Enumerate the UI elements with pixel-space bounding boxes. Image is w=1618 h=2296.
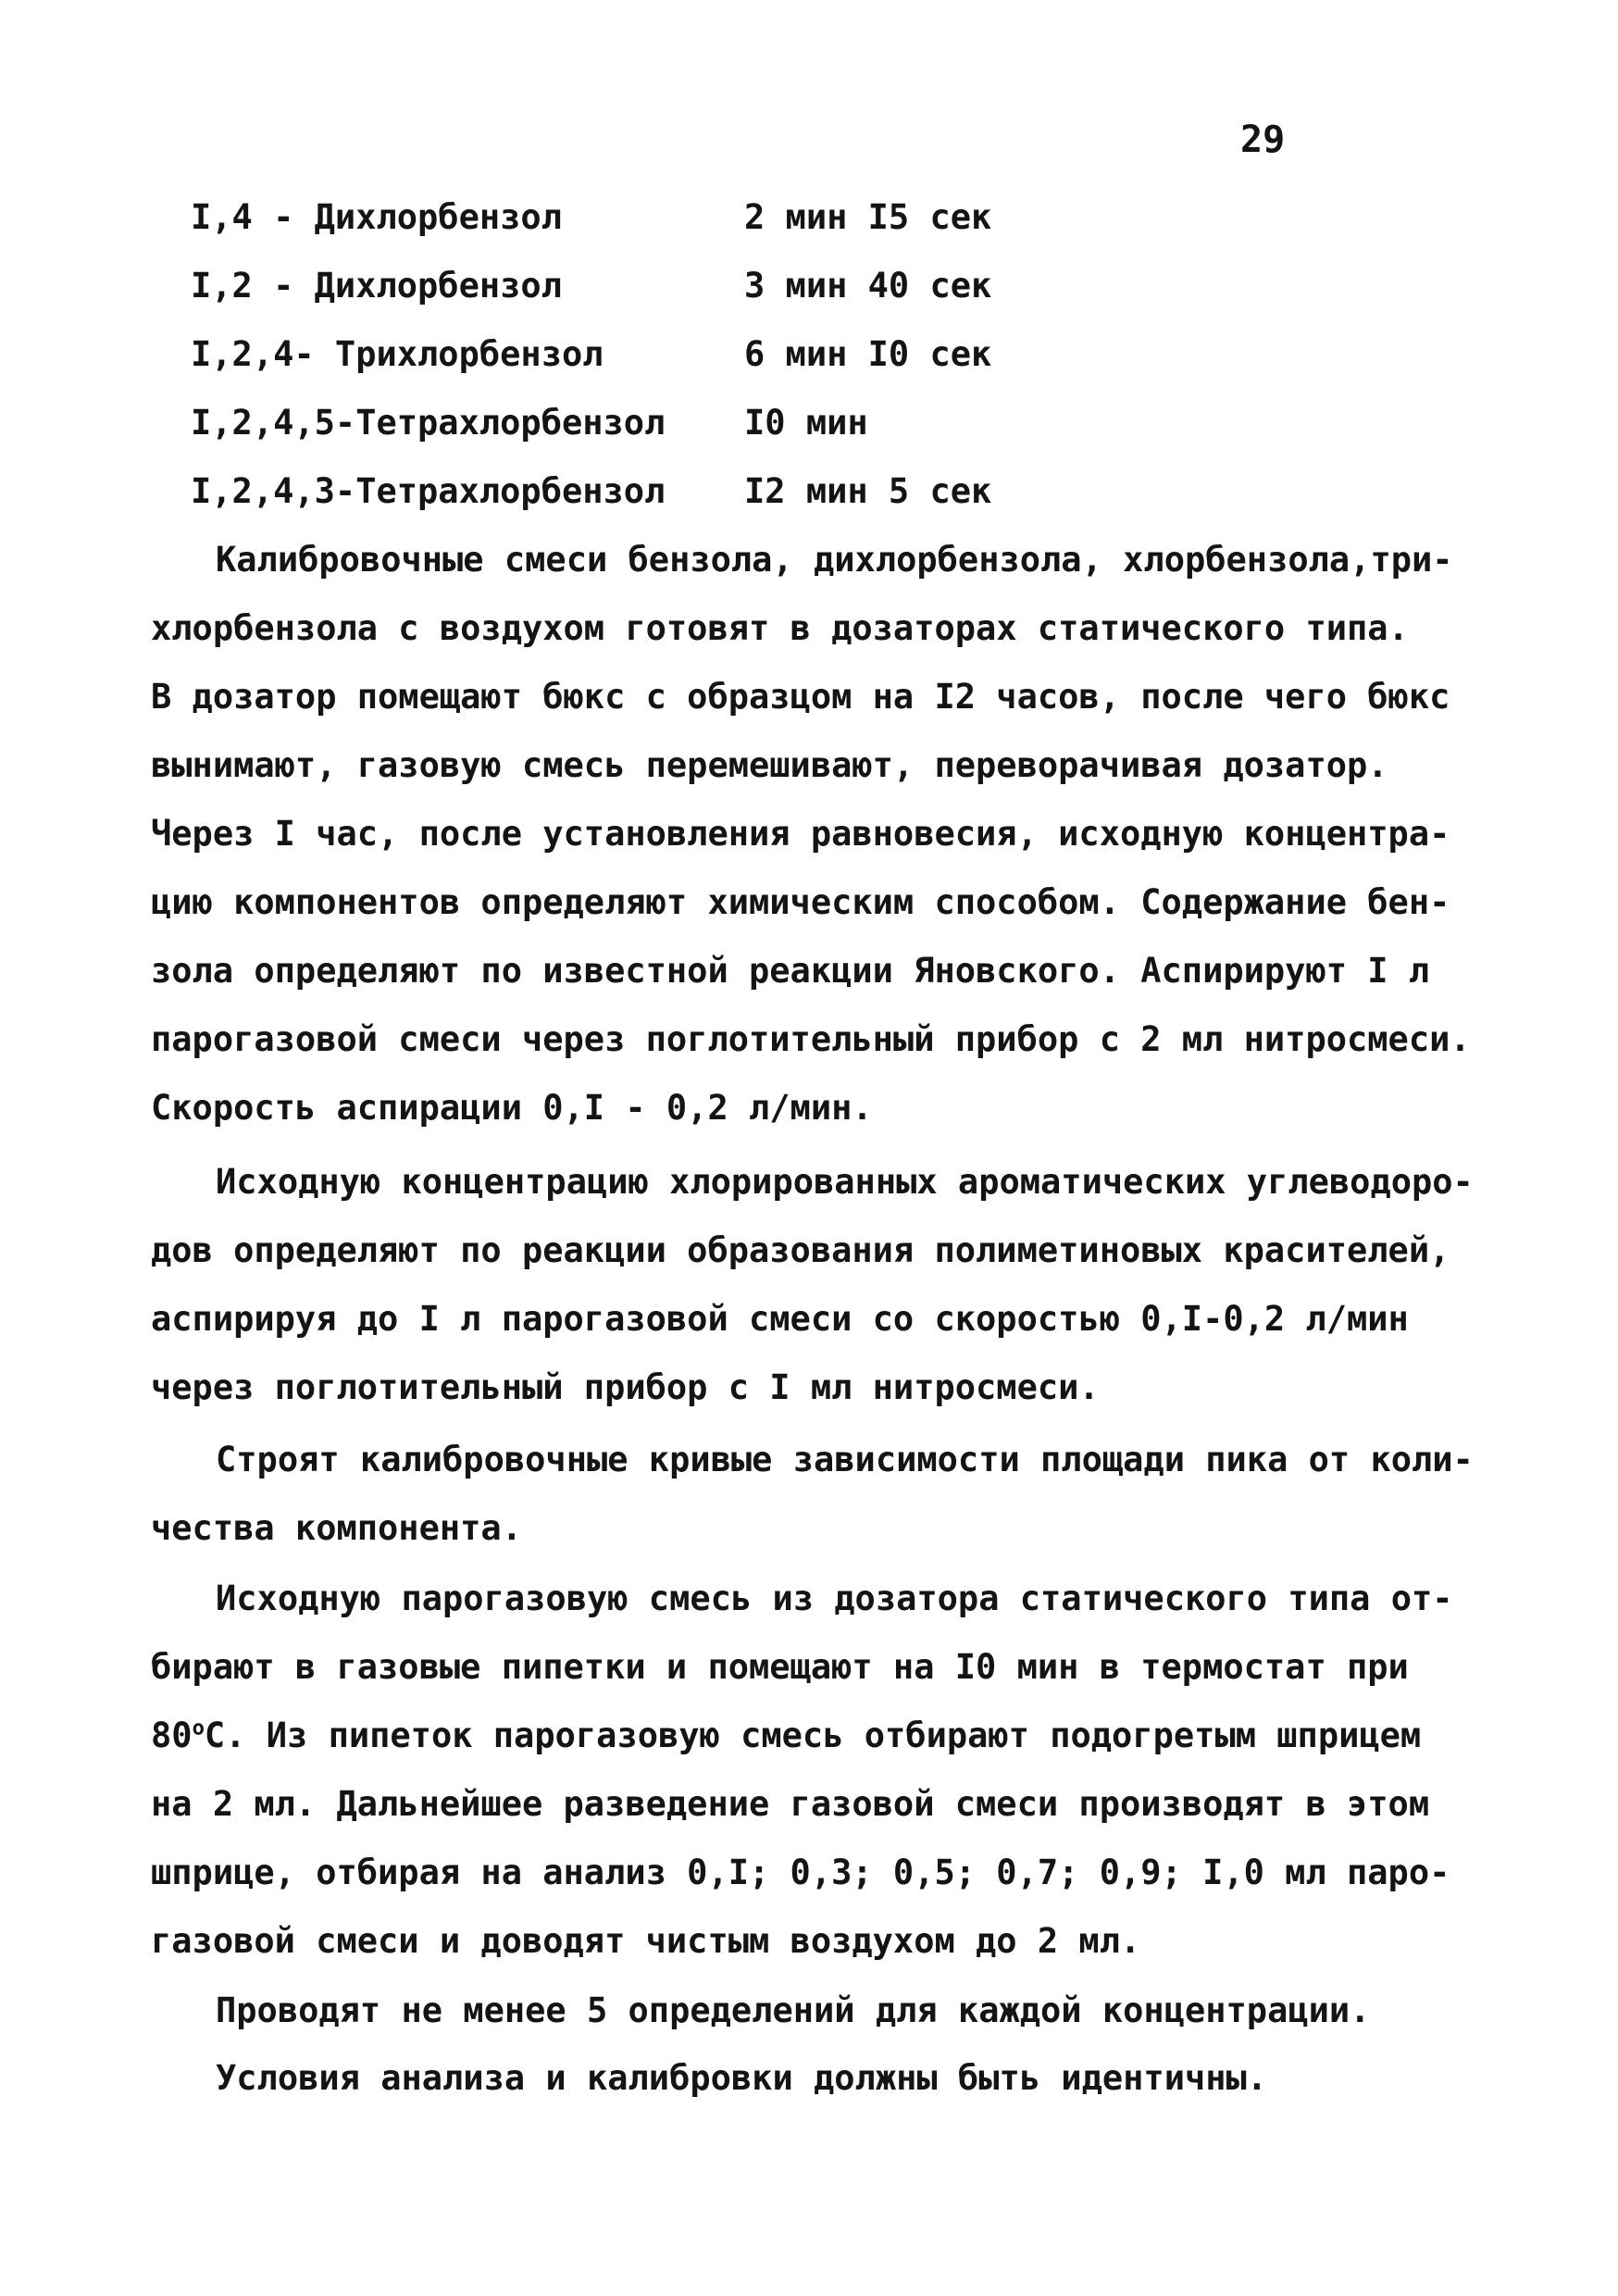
retention-time: 3 мин 40 сек	[744, 266, 992, 306]
temperature-value: 80	[151, 1716, 193, 1755]
text-line: Калибровочные смеси бензола, дихлорбензола, хлорбензола,три-	[216, 540, 1453, 580]
text-line: Строят калибровочные кривые зависимости площади пика от коли-	[216, 1440, 1474, 1479]
retention-time: I0 мин	[744, 403, 868, 443]
paragraph-sampling-procedure	[151, 1565, 1484, 1976]
degree-sign: o	[192, 1716, 205, 1741]
retention-time: 6 мин I0 сек	[744, 334, 992, 374]
compound-name: I,2,4,3-Тетрахлорбензол	[191, 471, 666, 511]
text-line: Условия анализа и калибровки должны быть идентичны.	[216, 2058, 1268, 2098]
retention-time: 2 мин I5 сек	[744, 197, 992, 237]
retention-time-table	[191, 183, 1116, 526]
text-line: Через I час, после установления равновесия, исходную концентра-	[151, 814, 1450, 854]
text-line: чества компонента.	[151, 1508, 522, 1548]
paragraph-initial-concentration	[151, 1148, 1484, 1422]
text-segment: С. Из пипеток парогазовую смесь отбирают подогретым шприцем	[204, 1716, 1422, 1755]
compound-name: I,2 - Дихлорбензол	[191, 266, 562, 306]
text-line: Проводят не менее 5 определений для каждой концентрации.	[216, 1990, 1371, 2030]
text-line: газовой смеси и доводят чистым воздухом до 2 мл.	[151, 1921, 1141, 1961]
table-row	[191, 183, 1116, 252]
retention-time: I2 мин 5 сек	[744, 471, 992, 511]
text-line: Исходную концентрацию хлорированных ароматических углеводоро-	[216, 1162, 1474, 1202]
paragraph-calibration-curves	[151, 1426, 1484, 1563]
text-line: зола определяют по известной реакции Яновского. Аспирируют I л	[151, 951, 1430, 991]
compound-name: I,2,4- Трихлорбензол	[191, 334, 604, 374]
compound-name: I,4 - Дихлорбензол	[191, 197, 562, 237]
paragraph-identical-conditions	[151, 2044, 1484, 2113]
text-line: В дозатор помещают бюкс с образцом на I2 часов, после чего бюкс	[151, 677, 1450, 717]
text-line: аспирируя до I л парогазовой смеси со скоростью 0,I-0,2 л/мин	[151, 1299, 1409, 1339]
text-line: вынимают, газовую смесь перемешивают, переворачивая дозатор.	[151, 745, 1388, 785]
text-line: Исходную парогазовую смесь из дозатора статического типа от-	[216, 1578, 1453, 1618]
table-row	[191, 252, 1116, 320]
text-line: бирают в газовые пипетки и помещают на I0 мин в термостат при	[151, 1647, 1409, 1687]
text-line: шприце, отбирая на анализ 0,I; 0,3; 0,5; 0,7; 0,9; I,0 мл паро-	[151, 1853, 1450, 1892]
text-line: Скорость аспирации 0,I - 0,2 л/мин.	[151, 1088, 873, 1128]
text-line: парогазовой смеси через поглотительный прибор с 2 мл нитросмеси.	[151, 1019, 1471, 1059]
paragraph-calibration-mixtures	[151, 526, 1484, 1142]
text-line: на 2 мл. Дальнейшее разведение газовой смеси производят в этом	[151, 1784, 1430, 1824]
compound-name: I,2,4,5-Тетрахлорбензол	[191, 403, 666, 443]
table-row	[191, 457, 1116, 526]
text-line	[151, 1702, 1484, 1770]
text-line: цию компонентов определяют химическим способом. Содержание бен-	[151, 882, 1450, 922]
text-line: через поглотительный прибор с I мл нитросмеси.	[151, 1367, 1100, 1407]
paragraph-determinations	[151, 1977, 1484, 2045]
page-number: 29	[1240, 119, 1286, 161]
table-row	[191, 389, 1116, 457]
table-row	[191, 320, 1116, 389]
text-line: хлорбензола с воздухом готовят в дозаторах статического типа.	[151, 608, 1409, 648]
text-line: дов определяют по реакции образования полиметиновых красителей,	[151, 1230, 1450, 1270]
